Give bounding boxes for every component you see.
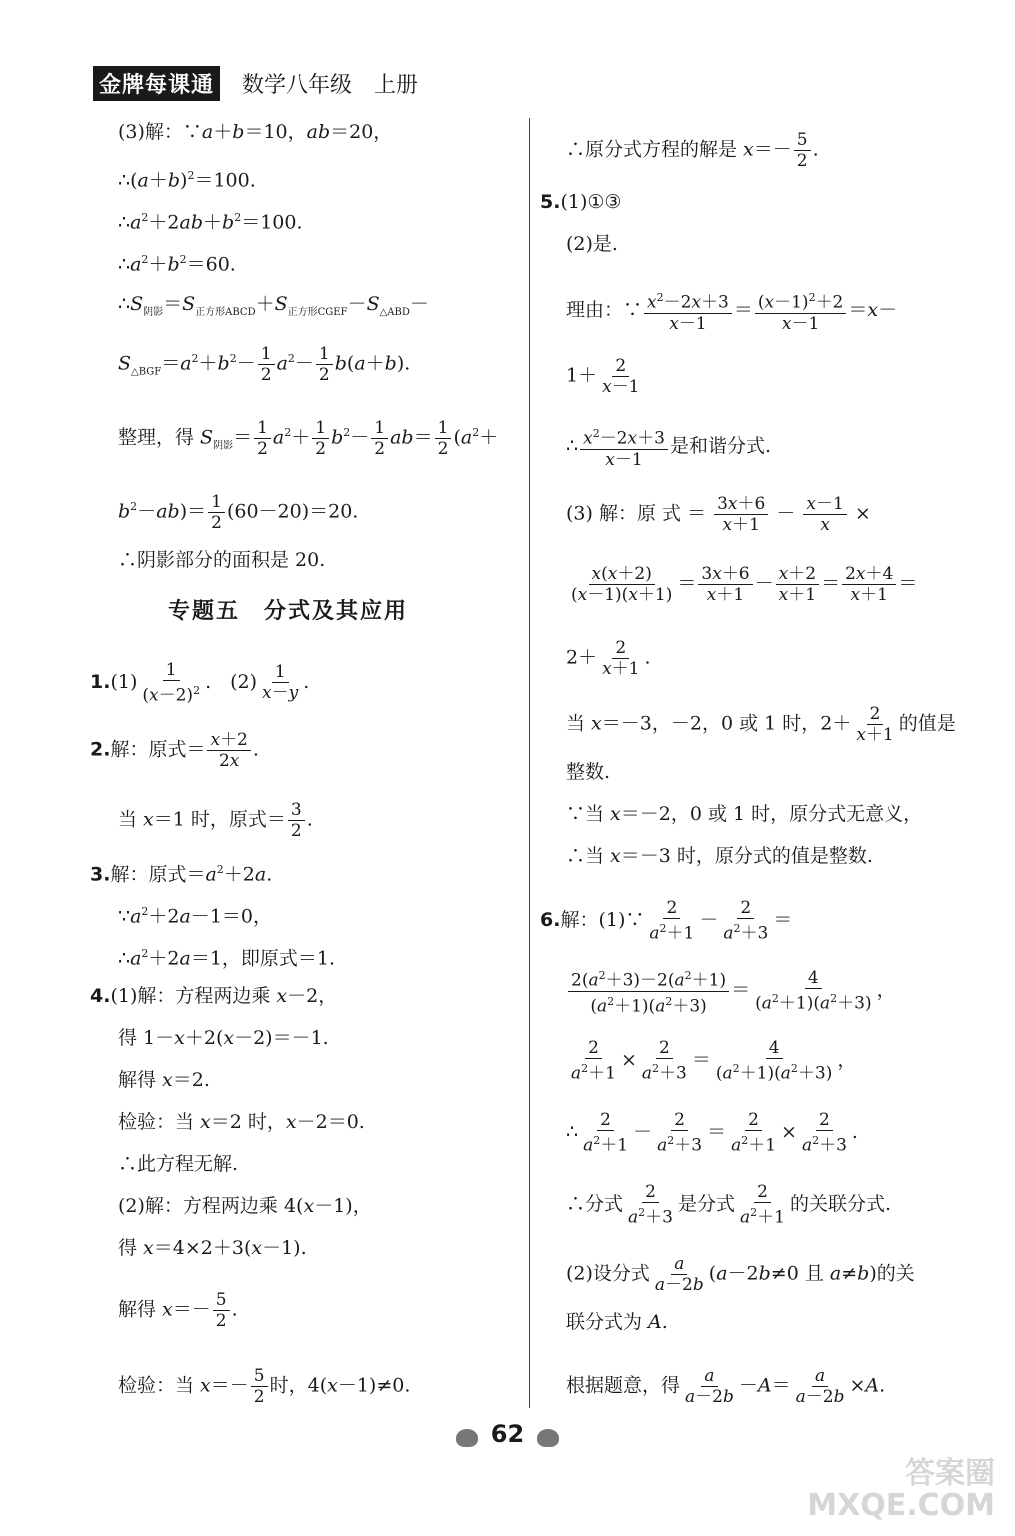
- text-line: 检验：当 x＝2 时，x－2＝0.: [118, 1111, 365, 1133]
- text-line: $\frac{2(a^2+3)-2(a^2+1)}{(a^2+1)(a^2+3)}$ ＝ $\frac{4}{(a^2+1)(a^2+3)}$ ，: [566, 966, 896, 1016]
- text-line: 当 x＝－3，－2，0 或 1 时，2＋ $\frac{2}{x+1}$ 的值是: [566, 704, 956, 745]
- leaf-icon: [456, 1429, 478, 1447]
- page-header: [93, 66, 418, 100]
- text-line: $\therefore a^2+b^2=60$.: [118, 253, 236, 276]
- text-line: ∴阴影部分的面积是 20.: [118, 549, 326, 571]
- text-line: 3.解：原式$=a^2+2a$.: [90, 863, 273, 886]
- watermark-logo-text: 答案圈: [905, 1456, 995, 1491]
- text-line: (3) 解：原 式 ＝ $\frac{3x+6}{x+1}$ － $\frac{x-1}{x}$ ×: [566, 494, 871, 535]
- text-line: $\therefore(a+b)^2=100$.: [118, 169, 256, 192]
- site-watermark: [807, 1458, 995, 1522]
- text-line: 理由：∵ $\frac{x^2-2x+3}{x-1}$ ＝ $\frac{(x-1)^2+2}{x-1}$ ＝x－: [566, 288, 897, 334]
- text-line: ∵当 x＝－2，0 或 1 时，原分式无意义，: [566, 803, 923, 825]
- text-line: ∴此方程无解.: [118, 1153, 239, 1175]
- watermark-url: MXQE.COM: [807, 1488, 995, 1523]
- text-line: $\therefore S_{阴影}=S_{正方形ABCD}+S_{正方形CGEF}-S_{\triangle ABD}-$: [118, 293, 429, 318]
- text-line: ∴原分式方程的解是 x＝－ $\frac{5}{2}$ .: [566, 130, 819, 171]
- text-line: ∴当 x＝－3 时，原分式的值是整数.: [566, 845, 873, 867]
- text-line: 整理，得 $S_{阴影}=$ $\frac{1}{2}$ $a^2+$ $\frac{1}{2}$ $b^2-$ $\frac{1}{2}$ ab＝ $\frac{1}{2}$ ($a^2+$: [118, 418, 499, 459]
- text-line: 5.(1)①③: [540, 191, 622, 213]
- text-line: 得 x＝4×2＋3(x－1).: [118, 1237, 307, 1259]
- text-line: 6.解：(1)∵ $\frac{2}{a^2+1}$ － $\frac{2}{a^2+3}$ ＝: [540, 898, 793, 944]
- text-line: (2)是.: [566, 233, 618, 255]
- text-line: 当 x＝1 时，原式＝ $\frac{3}{2}$ .: [118, 800, 313, 841]
- section-title: 专题五 分式及其应用: [168, 599, 409, 624]
- text-line: 2＋ $\frac{2}{x+1}$ .: [566, 638, 651, 679]
- text-line: ∴分式 $\frac{2}{a^2+3}$ 是分式 $\frac{2}{a^2+1}$ 的关联分式.: [566, 1182, 892, 1228]
- text-line: 得 1－x＋2(x－2)＝－1.: [118, 1027, 329, 1049]
- page-number: 62: [490, 1420, 525, 1448]
- text-line: (2)设分式 $\frac{a}{a-2b}$ (a－2b≠0 且 a≠b)的关: [566, 1254, 915, 1295]
- text-line: 整数.: [566, 761, 611, 783]
- text-line: (3)解：∵a＋b＝10，ab＝20，: [118, 121, 393, 143]
- text-line: 解得 x＝－ $\frac{5}{2}$ .: [118, 1290, 238, 1331]
- text-line: 联分式为 A.: [566, 1311, 668, 1333]
- leaf-icon: [537, 1429, 559, 1447]
- text-line: ∴ $\frac{2}{a^2+1}$ － $\frac{2}{a^2+3}$ ＝ $\frac{2}{a^2+1}$ × $\frac{2}{a^2+3}$ .: [566, 1110, 858, 1156]
- brand-logo: 金牌每课通: [93, 66, 220, 101]
- text-line: $\therefore a^2+2ab+b^2=100$.: [118, 211, 303, 234]
- column-divider: [529, 118, 530, 1408]
- text-line: 1.(1) $\frac{1}{(x-2)^2}$ . (2) $\frac{1}{x-y}$ .: [90, 660, 310, 706]
- text-line: $b^2-ab)=$ $\frac{1}{2}$ (60－20)＝20.: [118, 492, 359, 533]
- text-line: 4.(1)解：方程两边乘 x－2，: [90, 985, 338, 1007]
- text-line: 根据题意，得 $\frac{a}{a-2b}$ －A＝ $\frac{a}{a-2b}$ ×A.: [566, 1366, 886, 1407]
- book-subject: 数学八年级 上册: [242, 72, 419, 98]
- text-line: $S_{\triangle BGF}=a^2+b^2-$ $\frac{1}{2}$ $a^2-$ $\frac{1}{2}$ b(a＋b).: [118, 344, 411, 385]
- text-line: $\because a^2+2a-1=0$，: [118, 905, 273, 928]
- text-line: $\frac{2}{a^2+1}$ × $\frac{2}{a^2+3}$ ＝ $\frac{4}{(a^2+1)(a^2+3)}$ ，: [571, 1038, 857, 1084]
- text-line: 解得 x＝2.: [118, 1069, 210, 1091]
- text-line: $\therefore a^2+2a=1$，即原式＝1.: [118, 947, 336, 970]
- text-line: $\frac{x(x+2)}{(x-1)(x+1)}$ ＝ $\frac{3x+6}{x+1}$ － $\frac{x+2}{x+1}$ ＝ $\frac{2x+4}{x+1}$ ＝: [571, 564, 918, 605]
- text-line: 2.解：原式＝ $\frac{x+2}{2x}$ .: [90, 730, 259, 771]
- text-line: 检验：当 x＝－ $\frac{5}{2}$ 时，4(x－1)≠0.: [118, 1366, 411, 1407]
- page-footer: [0, 1420, 1015, 1448]
- text-line: ∴ $\frac{x^2-2x+3}{x-1}$ 是和谐分式.: [566, 424, 771, 470]
- text-line: 1＋ $\frac{2}{x-1}$: [566, 356, 640, 397]
- text-line: (2)解：方程两边乘 4(x－1)，: [118, 1195, 372, 1217]
